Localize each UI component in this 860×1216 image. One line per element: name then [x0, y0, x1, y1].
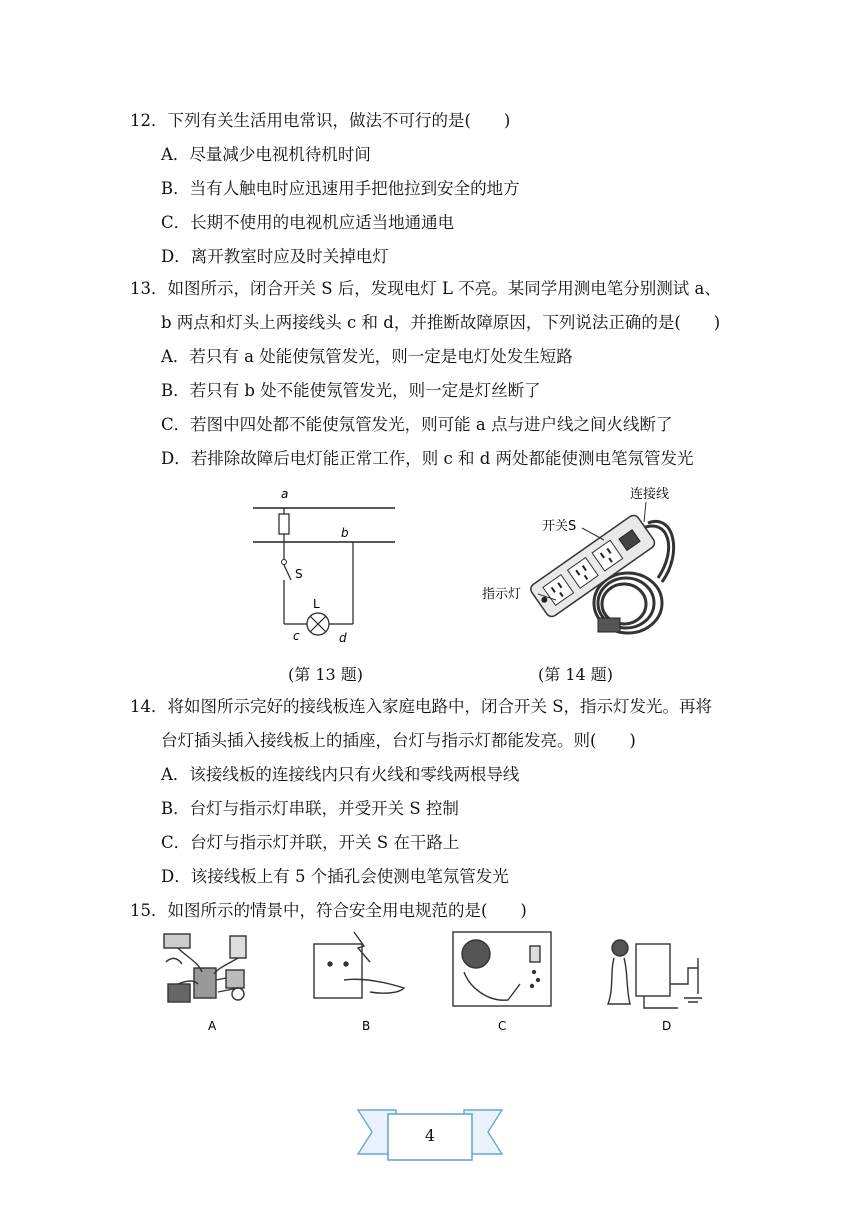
question-14-option-b: B．台灯与指示灯串联，并受开关 S 控制 — [161, 799, 459, 818]
figure-14-power-strip — [478, 478, 708, 650]
q15-label-c: C — [498, 1019, 507, 1033]
question-13-option-b: B．若只有 b 处不能使氖管发光，则一定是灯丝断了 — [161, 381, 541, 400]
question-12 — [130, 104, 740, 274]
q15-figure-a-overloaded-socket — [164, 934, 246, 1002]
question-13-option-a: A．若只有 a 处能使氖管发光，则一定是电灯处发生短路 — [161, 347, 573, 366]
question-14-stem-line2: 台灯插头插入接线板上的插座，台灯与指示灯都能发亮。则( ) — [161, 731, 636, 750]
q15-label-a: A — [208, 1019, 217, 1033]
fig13-label-l: L — [313, 597, 320, 611]
q15-label-b: B — [362, 1019, 371, 1033]
question-15 — [130, 894, 740, 928]
figure-13-caption: (第 13 题) — [288, 665, 364, 684]
fig14-label-indicator: 指示灯 — [482, 587, 522, 602]
question-14-option-c: C．台灯与指示灯并联，开关 S 在干路上 — [161, 833, 460, 852]
figure-14-caption: (第 14 题) — [538, 665, 614, 684]
fig13-label-c: c — [293, 629, 300, 643]
question-13-stem-line1: 13．如图所示，闭合开关 S 后，发现电灯 L 不亮。某同学用测电笔分别测试 a、 — [130, 279, 721, 298]
figure-13-circuit-diagram — [245, 482, 405, 647]
question-13-option-d: D．若排除故障后电灯能正常工作，则 c 和 d 两处都能使测电笔氖管发光 — [161, 449, 694, 468]
question-15-figures — [158, 928, 743, 1038]
question-14 — [130, 690, 740, 894]
fig14-label-switch: 开关S — [542, 519, 577, 534]
q15-figure-d-grounded-appliance — [608, 940, 702, 1008]
page-number: 4 — [424, 1126, 436, 1145]
question-13-stem-line2: b 两点和灯头上两接线头 c 和 d，并推断故障原因，下列说法正确的是( ) — [161, 313, 721, 332]
question-12-option-d: D．离开教室时应及时关掉电灯 — [161, 247, 389, 266]
fig13-label-b: b — [341, 526, 349, 540]
question-14-option-a: A．该接线板的连接线内只有火线和零线两根导线 — [161, 765, 520, 784]
question-12-stem: 12．下列有关生活用电常识，做法不可行的是( ) — [130, 111, 511, 130]
question-12-option-a: A．尽量减少电视机待机时间 — [161, 145, 371, 164]
question-14-option-d: D．该接线板上有 5 个插孔会使测电笔氖管发光 — [161, 867, 509, 886]
q15-figure-c-wet-hands — [453, 932, 551, 1006]
question-12-option-b: B．当有人触电时应迅速用手把他拉到安全的地方 — [161, 179, 520, 198]
question-13-option-c: C．若图中四处都不能使氖管发光，则可能 a 点与进户线之间火线断了 — [161, 415, 673, 434]
q15-figure-b-finger-in-socket — [314, 932, 404, 998]
fig13-label-a: a — [281, 487, 289, 501]
question-12-option-c: C．长期不使用的电视机应适当地通通电 — [161, 213, 455, 232]
question-15-stem: 15．如图所示的情景中，符合安全用电规范的是( ) — [130, 901, 527, 920]
question-13 — [130, 272, 740, 476]
question-14-stem-line1: 14．将如图所示完好的接线板连入家庭电路中，闭合开关 S，指示灯发光。再将 — [130, 697, 713, 716]
fig14-label-connecting-wire: 连接线 — [630, 487, 670, 502]
q15-label-d: D — [662, 1019, 672, 1033]
fig13-label-s: S — [295, 567, 303, 581]
fig13-label-d: d — [339, 631, 347, 645]
